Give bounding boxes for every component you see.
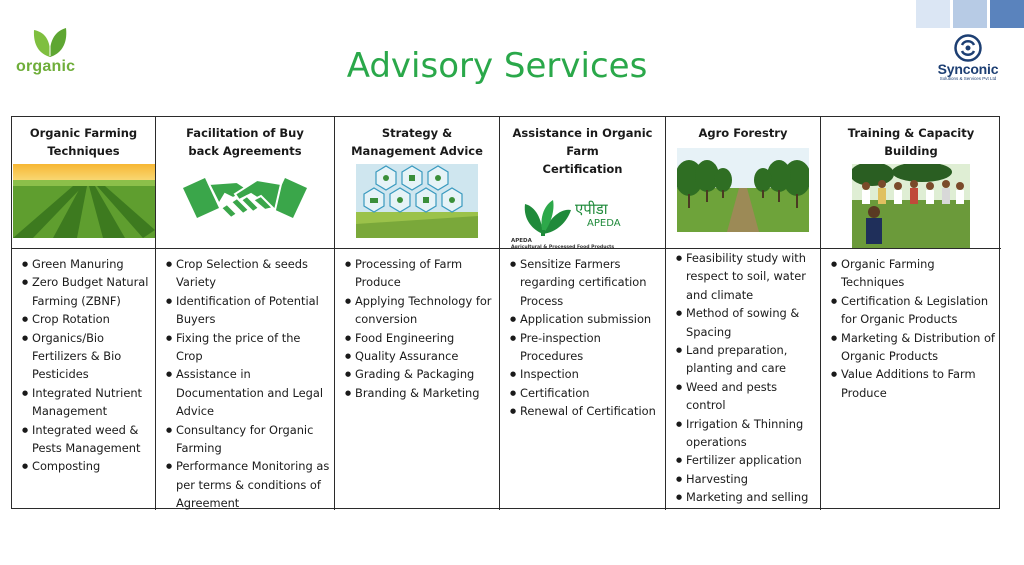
corner-block-dark	[990, 0, 1024, 28]
list-item: ● Weed and pests control	[676, 378, 816, 415]
column-body-agro-forestry	[666, 249, 821, 510]
list-item: ● Identification of Potential Buyers	[166, 292, 330, 329]
list-item: ● Pre-inspection Procedures	[510, 329, 661, 366]
page-title: Advisory Services	[346, 46, 648, 86]
list-item: ● Green Manuring	[22, 255, 151, 273]
services-list	[335, 249, 499, 402]
advisory-services-table	[11, 116, 1000, 509]
corner-block-medium	[953, 0, 987, 28]
list-item: ● Integrated Nutrient Management	[22, 384, 151, 421]
farmers-training-image	[852, 164, 970, 248]
header-line: Organic Farming	[29, 126, 138, 140]
column-body-certification	[500, 249, 666, 510]
header-line: Strategy &	[381, 126, 453, 140]
header-line: Certification	[542, 162, 623, 176]
corner-block-light	[916, 0, 950, 28]
list-item: ● Crop Selection & seeds Variety	[166, 255, 330, 292]
list-item: ● Certification	[510, 384, 661, 402]
column-body-buyback	[156, 249, 335, 510]
crop-field-image	[13, 164, 155, 238]
leaves-icon	[30, 26, 70, 58]
list-item: ● Food Engineering	[345, 329, 495, 347]
header-line: Agro Forestry	[698, 126, 788, 140]
list-item: ● Sensitize Farmers regarding certification Process	[510, 255, 661, 310]
list-item: ● Processing of Farm Produce	[345, 255, 495, 292]
apeda-name-text: APEDA	[586, 218, 621, 229]
list-item: ● Organics/Bio Fertilizers & Bio Pesticides	[22, 329, 151, 384]
list-item: ● Assistance in Documentation and Legal Advice	[166, 365, 330, 420]
column-body-training	[821, 249, 1001, 510]
column-header-buyback	[156, 117, 335, 249]
column-header-training	[821, 117, 1001, 249]
apeda-line-1: Agricultural & Processed Food Products	[510, 245, 614, 249]
header-line: Assistance in Organic Farm	[512, 126, 653, 158]
list-item: ● Composting	[22, 457, 151, 475]
apeda-logo-image	[509, 180, 657, 249]
organic-logo	[14, 26, 86, 78]
services-list	[821, 249, 1001, 402]
synconic-emblem-icon	[954, 34, 982, 62]
column-body-organic-farming	[12, 249, 156, 510]
list-item: ● Value Additions to Farm Produce	[831, 365, 997, 402]
synconic-logo	[928, 34, 1008, 86]
list-item: ● Application submission	[510, 310, 661, 328]
synconic-name: Synconic	[937, 61, 999, 77]
list-item: ● Applying Technology for conversion	[345, 292, 495, 329]
list-item: ● Renewal of Certification	[510, 402, 661, 420]
list-item: ● Grading & Packaging	[345, 365, 495, 383]
list-item: ● Crop Rotation	[22, 310, 151, 328]
list-item: ● Fixing the price of the Crop	[166, 329, 330, 366]
list-item: ● Method of sowing & Spacing	[676, 304, 816, 341]
smart-farming-image	[356, 164, 478, 238]
header-line: Management Advice	[351, 144, 483, 158]
decorative-corner-blocks	[913, 0, 1024, 28]
services-list	[12, 249, 155, 476]
list-item: ● Land preparation, planting and care	[676, 341, 816, 378]
list-item: ● Quality Assurance	[345, 347, 495, 365]
header-line: Facilitation of Buy	[186, 126, 304, 140]
agro-forestry-image	[677, 148, 809, 232]
handshake-icon	[179, 164, 311, 238]
list-item: ● Fertilizer application	[676, 451, 816, 469]
list-item: ● Feasibility study with respect to soil, water and climate	[676, 249, 816, 304]
list-item: ● Marketing & Distribution of Organic Products	[831, 329, 997, 366]
list-item: ● Organic Farming Techniques	[831, 255, 997, 292]
list-item: ● Zero Budget Natural Farming (ZBNF)	[22, 273, 151, 310]
header-line: Training & Capacity	[847, 126, 975, 140]
column-header-organic-farming	[12, 117, 156, 249]
list-item: ● Inspection	[510, 365, 661, 383]
header-line: Techniques	[47, 144, 120, 158]
list-item: ● Integrated weed & Pests Management	[22, 421, 151, 458]
list-item: ● Performance Monitoring as per terms & conditions of Agreement	[166, 457, 330, 510]
column-header-strategy	[335, 117, 500, 249]
column-body-strategy	[335, 249, 500, 510]
list-item: ● Irrigation & Thinning operations	[676, 415, 816, 452]
apeda-hindi-text: एपीडा	[574, 200, 608, 218]
apeda-small-name: APEDA	[510, 238, 532, 244]
list-item: ● Marketing and selling	[676, 488, 816, 506]
header-line: back Agreements	[188, 144, 302, 158]
organic-logo-text: organic	[16, 58, 76, 75]
services-list	[500, 249, 665, 421]
synconic-tagline: Solutions & Services Pvt Ltd	[939, 76, 997, 81]
column-header-agro-forestry	[666, 117, 821, 249]
header-line: Building	[884, 144, 938, 158]
list-item: ● Branding & Marketing	[345, 384, 495, 402]
column-header-certification	[500, 117, 666, 249]
services-list	[156, 249, 334, 510]
list-item: ● Harvesting	[676, 470, 816, 488]
list-item: ● Certification & Legislation for Organic Products	[831, 292, 997, 329]
list-item: ● Consultancy for Organic Farming	[166, 421, 330, 458]
services-list	[666, 249, 820, 507]
